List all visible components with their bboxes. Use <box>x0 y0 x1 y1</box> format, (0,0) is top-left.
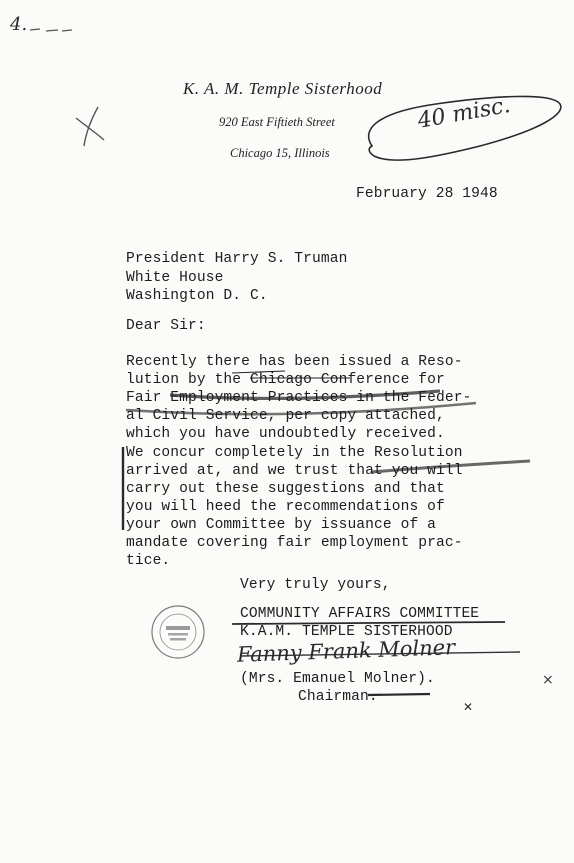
paragraph-2-line: tice. <box>126 553 171 569</box>
paragraph-1-line: Fair Employment Practices in the Feder- <box>126 390 472 406</box>
letterhead-street: 920 East Fiftieth Street <box>219 115 335 129</box>
handwritten-signature: Fanny Frank Molner <box>236 635 456 667</box>
check-mark-icon: ✕ <box>463 700 474 714</box>
letterhead-city: Chicago 15, Illinois <box>230 146 330 160</box>
signature-committee: COMMUNITY AFFAIRS COMMITTEE <box>240 606 480 622</box>
salutation: Dear Sir: <box>126 318 206 334</box>
paragraph-1-line: lution by the Chicago Conference for <box>126 372 445 388</box>
paragraph-2-line: your own Committee by issuance of a <box>126 517 437 533</box>
recipient-line-1: President Harry S. Truman <box>126 251 348 267</box>
signature-organization: K.A.M. TEMPLE SISTERHOOD <box>240 624 453 640</box>
signer-title: Chairman. <box>298 689 378 705</box>
letter-date: February 28 1948 <box>356 186 498 202</box>
paragraph-1-line: which you have undoubtedly received. <box>126 426 445 442</box>
filing-note: 40 misc. <box>415 92 513 134</box>
corner-note: 4. <box>10 14 28 35</box>
signer-name: (Mrs. Emanuel Molner). <box>240 671 435 687</box>
check-mark-icon: × <box>542 672 554 688</box>
recipient-line-3: Washington D. C. <box>126 288 268 304</box>
paragraph-1-line: Recently there has been issued a Reso- <box>126 354 463 370</box>
paragraph-1-line: al Civil Service, per copy attached, <box>126 408 445 424</box>
recipient-line-2: White House <box>126 270 224 286</box>
paragraph-2-line: carry out these suggestions and that <box>126 481 445 497</box>
letterhead-organization: K. A. M. Temple Sisterhood <box>183 79 383 98</box>
x-mark-icon <box>76 107 104 146</box>
library-stamp <box>150 604 206 660</box>
closing: Very truly yours, <box>240 577 391 593</box>
paragraph-2-line: you will heed the recommendations of <box>126 499 445 515</box>
paragraph-2-line: We concur completely in the Resolution <box>126 445 463 461</box>
paragraph-2-line: arrived at, and we trust that you will <box>126 463 463 479</box>
paragraph-2-line: mandate covering fair employment prac- <box>126 535 463 551</box>
